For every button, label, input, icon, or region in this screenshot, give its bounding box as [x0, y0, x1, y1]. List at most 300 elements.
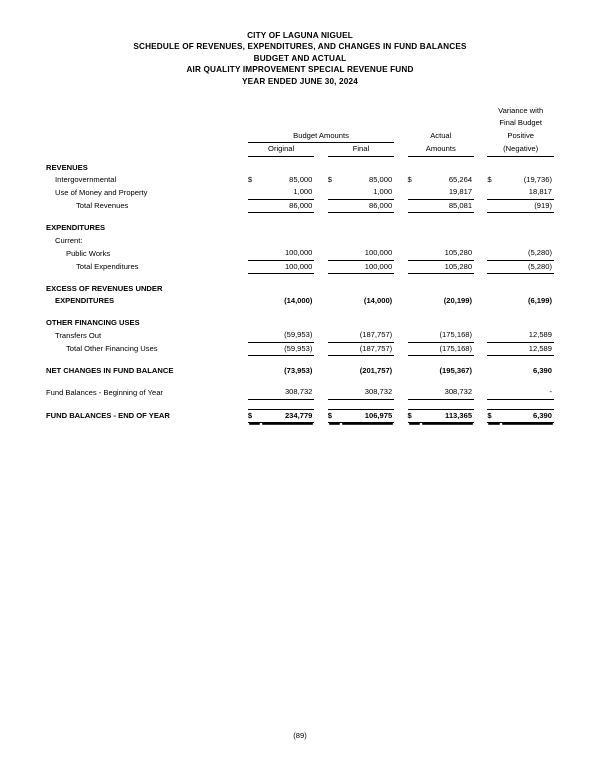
column-gap — [474, 247, 487, 260]
column-gap — [394, 162, 407, 174]
column-gap — [474, 260, 487, 273]
currency-symbol: $ — [328, 409, 341, 422]
title-line-4: AIR QUALITY IMPROVEMENT SPECIAL REVENUE FUND — [186, 65, 414, 75]
row-label: EXPENDITURES — [46, 223, 106, 233]
currency-symbol — [487, 162, 500, 174]
spacer-cell — [421, 355, 474, 365]
column-gap — [314, 283, 327, 295]
table-row — [46, 409, 554, 422]
header-blank — [394, 130, 407, 143]
spacer-cell — [421, 273, 474, 283]
table-spacer-row — [46, 308, 554, 317]
currency-symbol: $ — [327, 175, 332, 185]
spacer-cell — [501, 308, 554, 317]
row-value: (175,168) — [421, 342, 474, 355]
currency-symbol — [408, 283, 421, 295]
currency-symbol — [328, 342, 341, 355]
row-value — [421, 162, 474, 174]
row-value: 19,817 — [421, 186, 474, 199]
currency-symbol — [487, 317, 500, 329]
currency-symbol — [248, 222, 261, 234]
currency-symbol — [328, 222, 341, 234]
title-line-5: YEAR ENDED JUNE 30, 2024 — [242, 76, 358, 86]
spacer-cell — [314, 273, 327, 283]
row-value — [501, 162, 554, 174]
row-value: 308,732 — [421, 386, 474, 399]
row-value: 86,000 — [261, 199, 314, 212]
column-gap — [314, 365, 327, 377]
column-gap — [394, 247, 407, 260]
table-row — [46, 342, 554, 355]
currency-symbol — [328, 162, 341, 174]
table-row — [46, 317, 554, 329]
table-spacer-row — [46, 399, 554, 409]
header-variance-line3: Positive — [507, 131, 534, 141]
header-blank — [46, 105, 487, 117]
row-value: (201,757) — [359, 365, 393, 375]
row-value — [261, 162, 314, 174]
spacer-cell — [421, 213, 474, 223]
spacer-cell — [474, 213, 487, 223]
currency-symbol — [248, 247, 261, 260]
row-label: Fund Balances - Beginning of Year — [46, 387, 163, 397]
row-value: 113,365 — [421, 409, 474, 422]
currency-symbol — [408, 317, 421, 329]
table-row — [46, 283, 554, 295]
header-blank — [46, 117, 487, 129]
spacer-cell — [341, 273, 394, 283]
currency-symbol — [248, 329, 261, 342]
currency-symbol — [408, 365, 421, 377]
table-spacer-row — [46, 377, 554, 386]
spacer-cell — [314, 399, 327, 409]
column-gap — [474, 199, 487, 212]
spacer-cell — [408, 273, 421, 283]
row-value: (5,280) — [501, 247, 554, 260]
table-row — [46, 247, 554, 260]
header-blank — [46, 130, 248, 143]
row-value: (175,168) — [421, 329, 474, 342]
row-value: 6,390 — [532, 365, 552, 375]
spacer-cell — [341, 213, 394, 223]
row-value: 85,081 — [421, 199, 474, 212]
column-gap — [314, 317, 327, 329]
row-value: 18,817 — [501, 186, 554, 199]
table-row — [46, 186, 554, 199]
row-value — [341, 222, 394, 234]
column-gap — [394, 365, 407, 377]
row-value: (195,367) — [439, 365, 473, 375]
currency-symbol — [328, 199, 341, 212]
row-value: (919) — [501, 199, 554, 212]
currency-symbol — [328, 317, 341, 329]
spacer-cell — [328, 399, 341, 409]
currency-symbol — [487, 365, 500, 377]
spacer-cell — [314, 308, 327, 317]
currency-symbol — [328, 365, 341, 377]
currency-symbol — [408, 329, 421, 342]
spacer-cell — [328, 308, 341, 317]
spacer-cell — [501, 273, 554, 283]
spacer-cell — [487, 213, 500, 223]
header-blank — [474, 130, 487, 143]
spacer-cell — [261, 399, 314, 409]
row-value — [421, 317, 474, 329]
header-original: Original — [248, 143, 315, 156]
row-value: 86,000 — [341, 199, 394, 212]
spacer-cell — [394, 213, 407, 223]
row-label: OTHER FINANCING USES — [46, 317, 140, 327]
row-value — [421, 283, 474, 295]
table-row — [46, 329, 554, 342]
currency-symbol: $ — [487, 175, 492, 185]
spacer-cell — [46, 308, 248, 317]
spacer-cell — [408, 308, 421, 317]
row-value — [501, 235, 554, 247]
header-variance-line2: Final Budget — [499, 118, 542, 128]
column-gap — [314, 174, 327, 186]
spacer-cell — [501, 355, 554, 365]
spacer-cell — [46, 377, 248, 386]
table-header-row — [46, 105, 554, 117]
currency-symbol — [408, 247, 421, 260]
row-value: 1,000 — [341, 186, 394, 199]
column-gap — [314, 329, 327, 342]
spacer-cell — [248, 273, 261, 283]
table-row — [46, 260, 554, 273]
row-label: Intergovernmental — [55, 175, 117, 185]
currency-symbol — [487, 247, 500, 260]
header-variance-line1: Variance with — [498, 106, 544, 116]
row-label: Transfers Out — [55, 330, 102, 340]
spacer-cell — [487, 308, 500, 317]
spacer-cell — [261, 308, 314, 317]
row-value: (5,280) — [501, 260, 554, 273]
spacer-cell — [394, 399, 407, 409]
spacer-cell — [314, 377, 327, 386]
spacer-cell — [314, 355, 327, 365]
row-value — [421, 235, 474, 247]
title-line-1: CITY OF LAGUNA NIGUEL — [247, 31, 353, 40]
column-gap — [474, 386, 487, 399]
row-value — [421, 222, 474, 234]
row-value: - — [501, 386, 554, 399]
row-value — [261, 317, 314, 329]
column-gap — [474, 317, 487, 329]
spacer-cell — [328, 273, 341, 283]
row-value — [501, 283, 554, 295]
row-value: (73,953) — [284, 365, 313, 375]
spacer-cell — [341, 399, 394, 409]
spacer-cell — [408, 213, 421, 223]
currency-symbol — [328, 260, 341, 273]
currency-symbol — [487, 222, 500, 234]
table-row — [46, 222, 554, 234]
currency-symbol: $ — [248, 409, 261, 422]
spacer-cell — [474, 355, 487, 365]
row-value: 85,000 — [289, 175, 313, 185]
column-gap — [474, 162, 487, 174]
spacer-cell — [501, 213, 554, 223]
spacer-cell — [248, 377, 261, 386]
currency-symbol — [328, 186, 341, 199]
spacer-cell — [261, 355, 314, 365]
column-gap — [394, 283, 407, 295]
currency-symbol — [248, 386, 261, 399]
row-value: (14,000) — [284, 296, 313, 306]
row-label: Use of Money and Property — [55, 187, 148, 197]
spacer-cell — [394, 273, 407, 283]
row-value: 12,589 — [501, 342, 554, 355]
column-gap — [314, 260, 327, 273]
spacer-cell — [487, 273, 500, 283]
row-value — [261, 283, 314, 295]
title-line-2: SCHEDULE OF REVENUES, EXPENDITURES, AND CHANGES IN FUND BALANCES — [133, 42, 467, 52]
currency-symbol — [328, 247, 341, 260]
page-title — [46, 30, 554, 87]
column-gap — [474, 409, 487, 422]
spacer-cell — [328, 355, 341, 365]
spacer-cell — [341, 355, 394, 365]
column-gap — [314, 247, 327, 260]
table-spacer-row — [46, 273, 554, 283]
row-value: (59,953) — [261, 342, 314, 355]
spacer-cell — [394, 377, 407, 386]
table-row — [46, 295, 554, 307]
currency-symbol — [248, 199, 261, 212]
row-value — [341, 162, 394, 174]
column-gap — [474, 186, 487, 199]
row-value: 100,000 — [261, 260, 314, 273]
title-line-3: BUDGET AND ACTUAL — [253, 53, 347, 63]
header-blank — [394, 143, 407, 156]
spacer-cell — [46, 273, 248, 283]
row-value — [261, 222, 314, 234]
table-row — [46, 162, 554, 174]
spacer-cell — [46, 399, 248, 409]
currency-symbol — [487, 235, 500, 247]
spacer-cell — [408, 399, 421, 409]
column-gap — [394, 186, 407, 199]
row-value: (19,736) — [523, 175, 552, 185]
currency-symbol — [248, 235, 261, 247]
column-gap — [394, 222, 407, 234]
currency-symbol — [328, 295, 341, 307]
row-value: 100,000 — [261, 247, 314, 260]
financial-table — [46, 105, 554, 423]
row-value: (14,000) — [363, 296, 393, 306]
row-value: 85,000 — [368, 175, 393, 185]
column-gap — [314, 222, 327, 234]
spacer-cell — [474, 273, 487, 283]
column-gap — [394, 199, 407, 212]
column-gap — [474, 222, 487, 234]
spacer-cell — [261, 213, 314, 223]
currency-symbol — [408, 162, 421, 174]
spacer-cell — [248, 399, 261, 409]
currency-symbol — [408, 186, 421, 199]
spacer-cell — [46, 213, 248, 223]
row-value: 308,732 — [261, 386, 314, 399]
currency-symbol — [248, 295, 261, 307]
spacer-cell — [487, 399, 500, 409]
spacer-cell — [248, 213, 261, 223]
currency-symbol — [408, 342, 421, 355]
row-value: 12,589 — [501, 329, 554, 342]
currency-symbol: $ — [487, 409, 500, 422]
spacer-cell — [474, 399, 487, 409]
header-actual-line2: Amounts — [408, 143, 475, 156]
currency-symbol — [408, 199, 421, 212]
row-value: 6,390 — [501, 409, 554, 422]
spacer-cell — [328, 377, 341, 386]
column-gap — [314, 235, 327, 247]
header-budget-amounts: Budget Amounts — [248, 130, 394, 143]
row-label: REVENUES — [46, 162, 88, 172]
column-gap — [474, 342, 487, 355]
spacer-cell — [408, 377, 421, 386]
column-gap — [314, 162, 327, 174]
currency-symbol — [248, 317, 261, 329]
row-value: 106,975 — [341, 409, 394, 422]
currency-symbol — [487, 186, 500, 199]
column-gap — [394, 386, 407, 399]
spacer-cell — [261, 273, 314, 283]
column-gap — [314, 199, 327, 212]
column-gap — [314, 342, 327, 355]
currency-symbol — [487, 199, 500, 212]
row-value — [341, 235, 394, 247]
table-row — [46, 174, 554, 186]
row-value: 105,280 — [421, 247, 474, 260]
column-gap — [314, 186, 327, 199]
spacer-cell — [501, 399, 554, 409]
column-gap — [394, 174, 407, 186]
spacer-cell — [501, 377, 554, 386]
spacer-cell — [487, 355, 500, 365]
row-value: 65,264 — [448, 175, 473, 185]
row-label: Current: — [55, 235, 83, 245]
spacer-cell — [421, 377, 474, 386]
column-gap — [394, 295, 407, 307]
spacer-cell — [421, 308, 474, 317]
table-row — [46, 199, 554, 212]
header-actual-line1: Actual — [430, 131, 452, 141]
table-header-row — [46, 130, 554, 143]
header-variance-line4: (Negative) — [487, 143, 554, 156]
currency-symbol — [487, 329, 500, 342]
currency-symbol — [408, 222, 421, 234]
spacer-cell — [487, 377, 500, 386]
column-gap — [314, 295, 327, 307]
spacer-cell — [394, 355, 407, 365]
row-value: (20,199) — [443, 296, 473, 306]
row-label: EXCESS OF REVENUES UNDER — [46, 283, 163, 293]
column-gap — [474, 235, 487, 247]
currency-symbol — [248, 186, 261, 199]
currency-symbol — [328, 283, 341, 295]
spacer-cell — [341, 377, 394, 386]
row-label: FUND BALANCES - END OF YEAR — [46, 411, 170, 421]
row-value — [501, 222, 554, 234]
spacer-cell — [474, 308, 487, 317]
spacer-cell — [341, 308, 394, 317]
row-value: 100,000 — [341, 247, 394, 260]
currency-symbol — [248, 162, 261, 174]
row-value: 1,000 — [261, 186, 314, 199]
currency-symbol — [248, 283, 261, 295]
currency-symbol — [408, 386, 421, 399]
spacer-cell — [408, 355, 421, 365]
currency-symbol — [408, 235, 421, 247]
spacer-cell — [248, 308, 261, 317]
row-value: (187,757) — [341, 342, 394, 355]
currency-symbol — [328, 386, 341, 399]
table-spacer-row — [46, 355, 554, 365]
table-spacer-row — [46, 213, 554, 223]
currency-symbol: $ — [407, 175, 412, 185]
page-number: (89) — [293, 731, 307, 740]
currency-symbol — [487, 295, 500, 307]
row-label: NET CHANGES IN FUND BALANCE — [46, 365, 174, 375]
row-value: 234,779 — [261, 409, 314, 422]
row-value: 100,000 — [341, 260, 394, 273]
column-gap — [394, 317, 407, 329]
currency-symbol — [408, 260, 421, 273]
column-gap — [394, 342, 407, 355]
header-blank — [474, 143, 487, 156]
currency-symbol — [487, 386, 500, 399]
column-gap — [474, 365, 487, 377]
spacer-cell — [248, 355, 261, 365]
header-final: Final — [328, 143, 395, 156]
currency-symbol — [408, 295, 421, 307]
column-gap — [474, 283, 487, 295]
currency-symbol — [487, 260, 500, 273]
spacer-cell — [421, 399, 474, 409]
currency-symbol — [248, 342, 261, 355]
column-gap — [394, 409, 407, 422]
column-gap — [394, 329, 407, 342]
table-row — [46, 365, 554, 377]
table-row — [46, 235, 554, 247]
column-gap — [474, 329, 487, 342]
header-blank — [314, 143, 327, 156]
currency-symbol — [487, 283, 500, 295]
row-value: 105,280 — [421, 260, 474, 273]
table-header-row — [46, 117, 554, 129]
currency-symbol: $ — [408, 409, 421, 422]
currency-symbol — [248, 260, 261, 273]
row-label: EXPENDITURES — [55, 296, 115, 306]
row-label: Total Revenues — [76, 201, 129, 211]
currency-symbol: $ — [247, 175, 253, 185]
table-header-row — [46, 143, 554, 156]
column-gap — [314, 409, 327, 422]
spacer-cell — [261, 377, 314, 386]
currency-symbol — [328, 329, 341, 342]
column-gap — [474, 295, 487, 307]
column-gap — [314, 386, 327, 399]
spacer-cell — [328, 213, 341, 223]
currency-symbol — [487, 342, 500, 355]
row-value: (187,757) — [341, 329, 394, 342]
currency-symbol — [248, 365, 261, 377]
header-blank — [46, 143, 248, 156]
row-value: (6,199) — [527, 296, 552, 306]
column-gap — [394, 260, 407, 273]
currency-symbol — [328, 235, 341, 247]
